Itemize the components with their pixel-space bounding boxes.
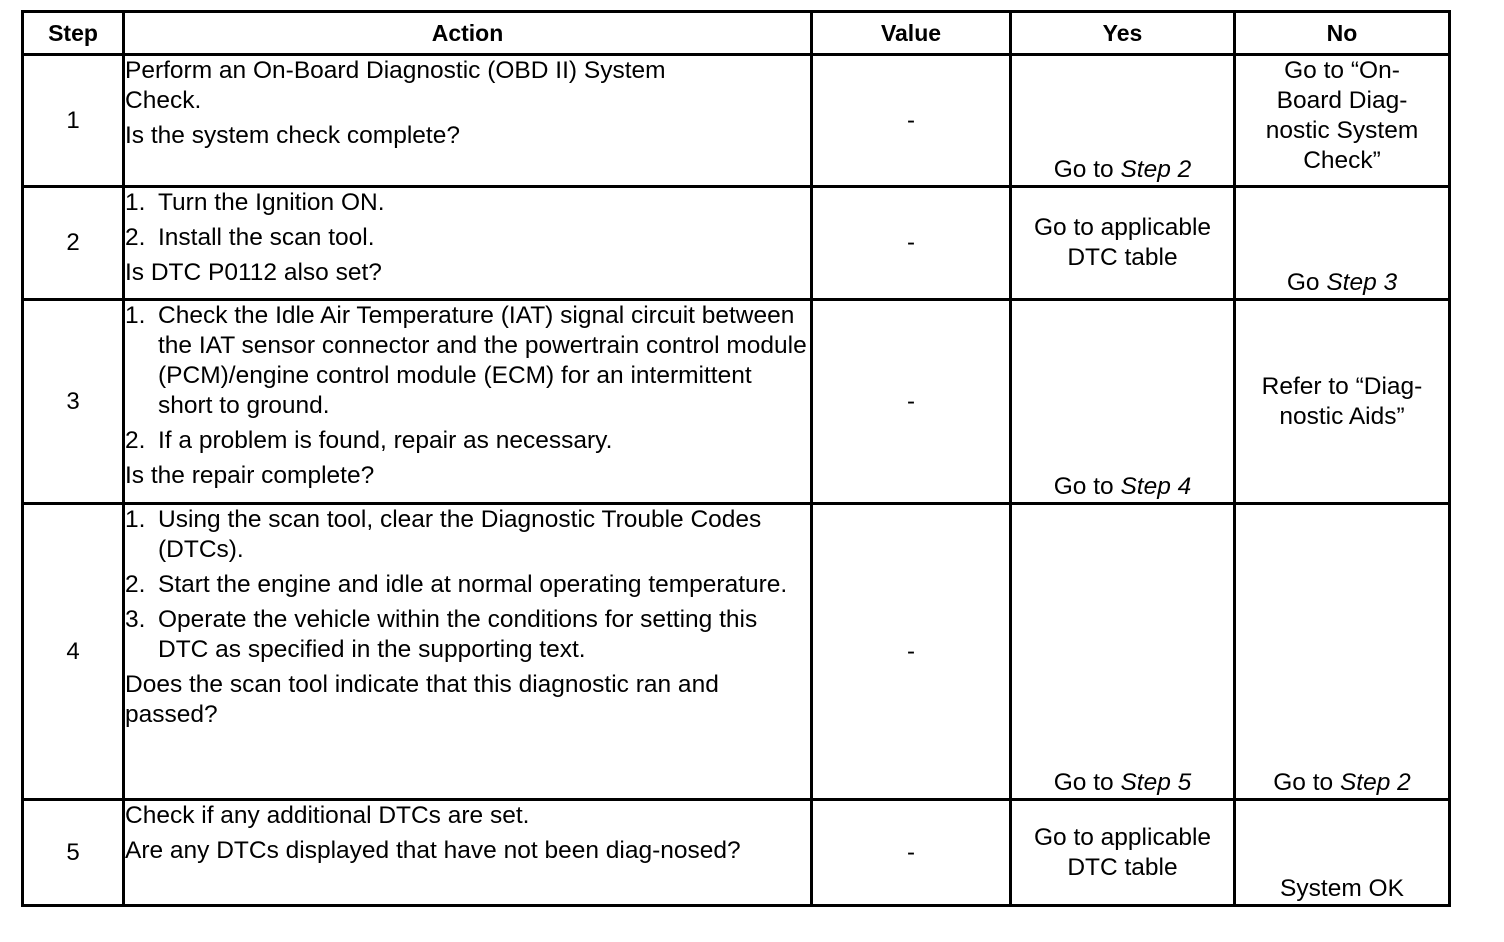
- header-row: [23, 12, 1450, 55]
- action-cell: [124, 504, 812, 800]
- value-cell: -: [812, 504, 1011, 800]
- table-row: [23, 187, 1450, 300]
- action-question: Are any DTCs displayed that have not been diag-nosed?: [125, 837, 741, 864]
- yes-cell: [1011, 55, 1235, 187]
- action-text: Check if any additional DTCs are set.: [125, 802, 530, 829]
- action-list-item: [125, 426, 810, 456]
- item-number: 1.: [125, 189, 146, 216]
- no-text: Refer to “Diag-nostic Aids”: [1261, 372, 1423, 430]
- action-question: Does the scan tool indicate that this diagnostic ran and passed?: [125, 671, 719, 728]
- action-cell: [124, 800, 812, 906]
- step-number: 4: [23, 504, 124, 800]
- yes-cell: [1011, 504, 1235, 800]
- yes-prefix: Go to: [1053, 769, 1121, 796]
- action-question: Is the system check complete?: [125, 122, 460, 149]
- step-number: 3: [23, 300, 124, 504]
- item-text: Using the scan tool, clear the Diagnostic Trouble Codes (DTCs).: [158, 506, 762, 563]
- yes-step-ref: Step 5: [1120, 769, 1192, 796]
- item-number: 2.: [125, 427, 146, 454]
- action-list-item: [125, 223, 810, 253]
- no-step-ref: Step 3: [1326, 269, 1398, 296]
- item-number: 2.: [125, 224, 146, 251]
- yes-cell: [1011, 187, 1235, 300]
- action-question: Is the repair complete?: [125, 462, 375, 489]
- no-text: Go to “On-Board Diag-nostic System Check”: [1265, 57, 1419, 174]
- step-number: 2: [23, 187, 124, 300]
- no-cell: [1235, 504, 1450, 800]
- yes-step-ref: Step 2: [1120, 156, 1192, 183]
- no-prefix: Go to: [1273, 769, 1340, 796]
- header-step: Step: [23, 12, 124, 55]
- item-number: 1.: [125, 302, 146, 329]
- action-cell: [124, 300, 812, 504]
- header-action: Action: [124, 12, 812, 55]
- value-cell: -: [812, 187, 1011, 300]
- action-list-item: [125, 605, 810, 665]
- header-value: Value: [812, 12, 1011, 55]
- item-number: 3.: [125, 606, 146, 633]
- item-text: Install the scan tool.: [158, 224, 375, 251]
- no-cell: [1235, 187, 1450, 300]
- item-number: 2.: [125, 571, 146, 598]
- action-question: Is DTC P0112 also set?: [125, 259, 382, 286]
- yes-prefix: Go to: [1053, 156, 1121, 183]
- header-yes: Yes: [1011, 12, 1235, 55]
- item-text: If a problem is found, repair as necessary.: [158, 427, 613, 454]
- action-list-item: [125, 301, 810, 421]
- value-cell: -: [812, 800, 1011, 906]
- action-list-item: [125, 188, 810, 218]
- no-cell: [1235, 55, 1450, 187]
- item-text: Check the Idle Air Temperature (IAT) signal circuit between the IAT sensor connector and the powertrain control module (PCM)/engine control module (ECM) for an intermittent short to ground.: [158, 302, 807, 419]
- table-row: [23, 504, 1450, 800]
- yes-text: Go to applicable DTC table: [1033, 214, 1212, 271]
- action-list-item: [125, 505, 810, 565]
- header-no: No: [1235, 12, 1450, 55]
- action-text: Perform an On-Board Diagnostic (OBD II) System Check.: [125, 57, 666, 114]
- yes-prefix: Go to: [1053, 473, 1121, 500]
- table-row: [23, 300, 1450, 504]
- action-list-item: [125, 570, 810, 600]
- step-number: 1: [23, 55, 124, 187]
- no-cell: System OK: [1235, 800, 1450, 906]
- yes-step-ref: Step 4: [1120, 473, 1192, 500]
- diagnostic-table: [21, 10, 1451, 907]
- no-step-ref: Step 2: [1339, 769, 1411, 796]
- item-text: Turn the Ignition ON.: [158, 189, 385, 216]
- yes-cell: [1011, 800, 1235, 906]
- yes-cell: [1011, 300, 1235, 504]
- value-cell: -: [812, 300, 1011, 504]
- item-text: Operate the vehicle within the conditions for setting this DTC as specified in the supporting text.: [158, 606, 758, 663]
- no-prefix: Go: [1286, 269, 1327, 296]
- step-number: 5: [23, 800, 124, 906]
- table-row: [23, 55, 1450, 187]
- value-cell: -: [812, 55, 1011, 187]
- item-text: Start the engine and idle at normal operating temperature.: [158, 571, 788, 598]
- action-cell: [124, 187, 812, 300]
- no-cell: [1235, 300, 1450, 504]
- action-cell: [124, 55, 812, 187]
- yes-text: Go to applicable DTC table: [1033, 823, 1212, 881]
- table-row: [23, 800, 1450, 906]
- item-number: 1.: [125, 506, 146, 533]
